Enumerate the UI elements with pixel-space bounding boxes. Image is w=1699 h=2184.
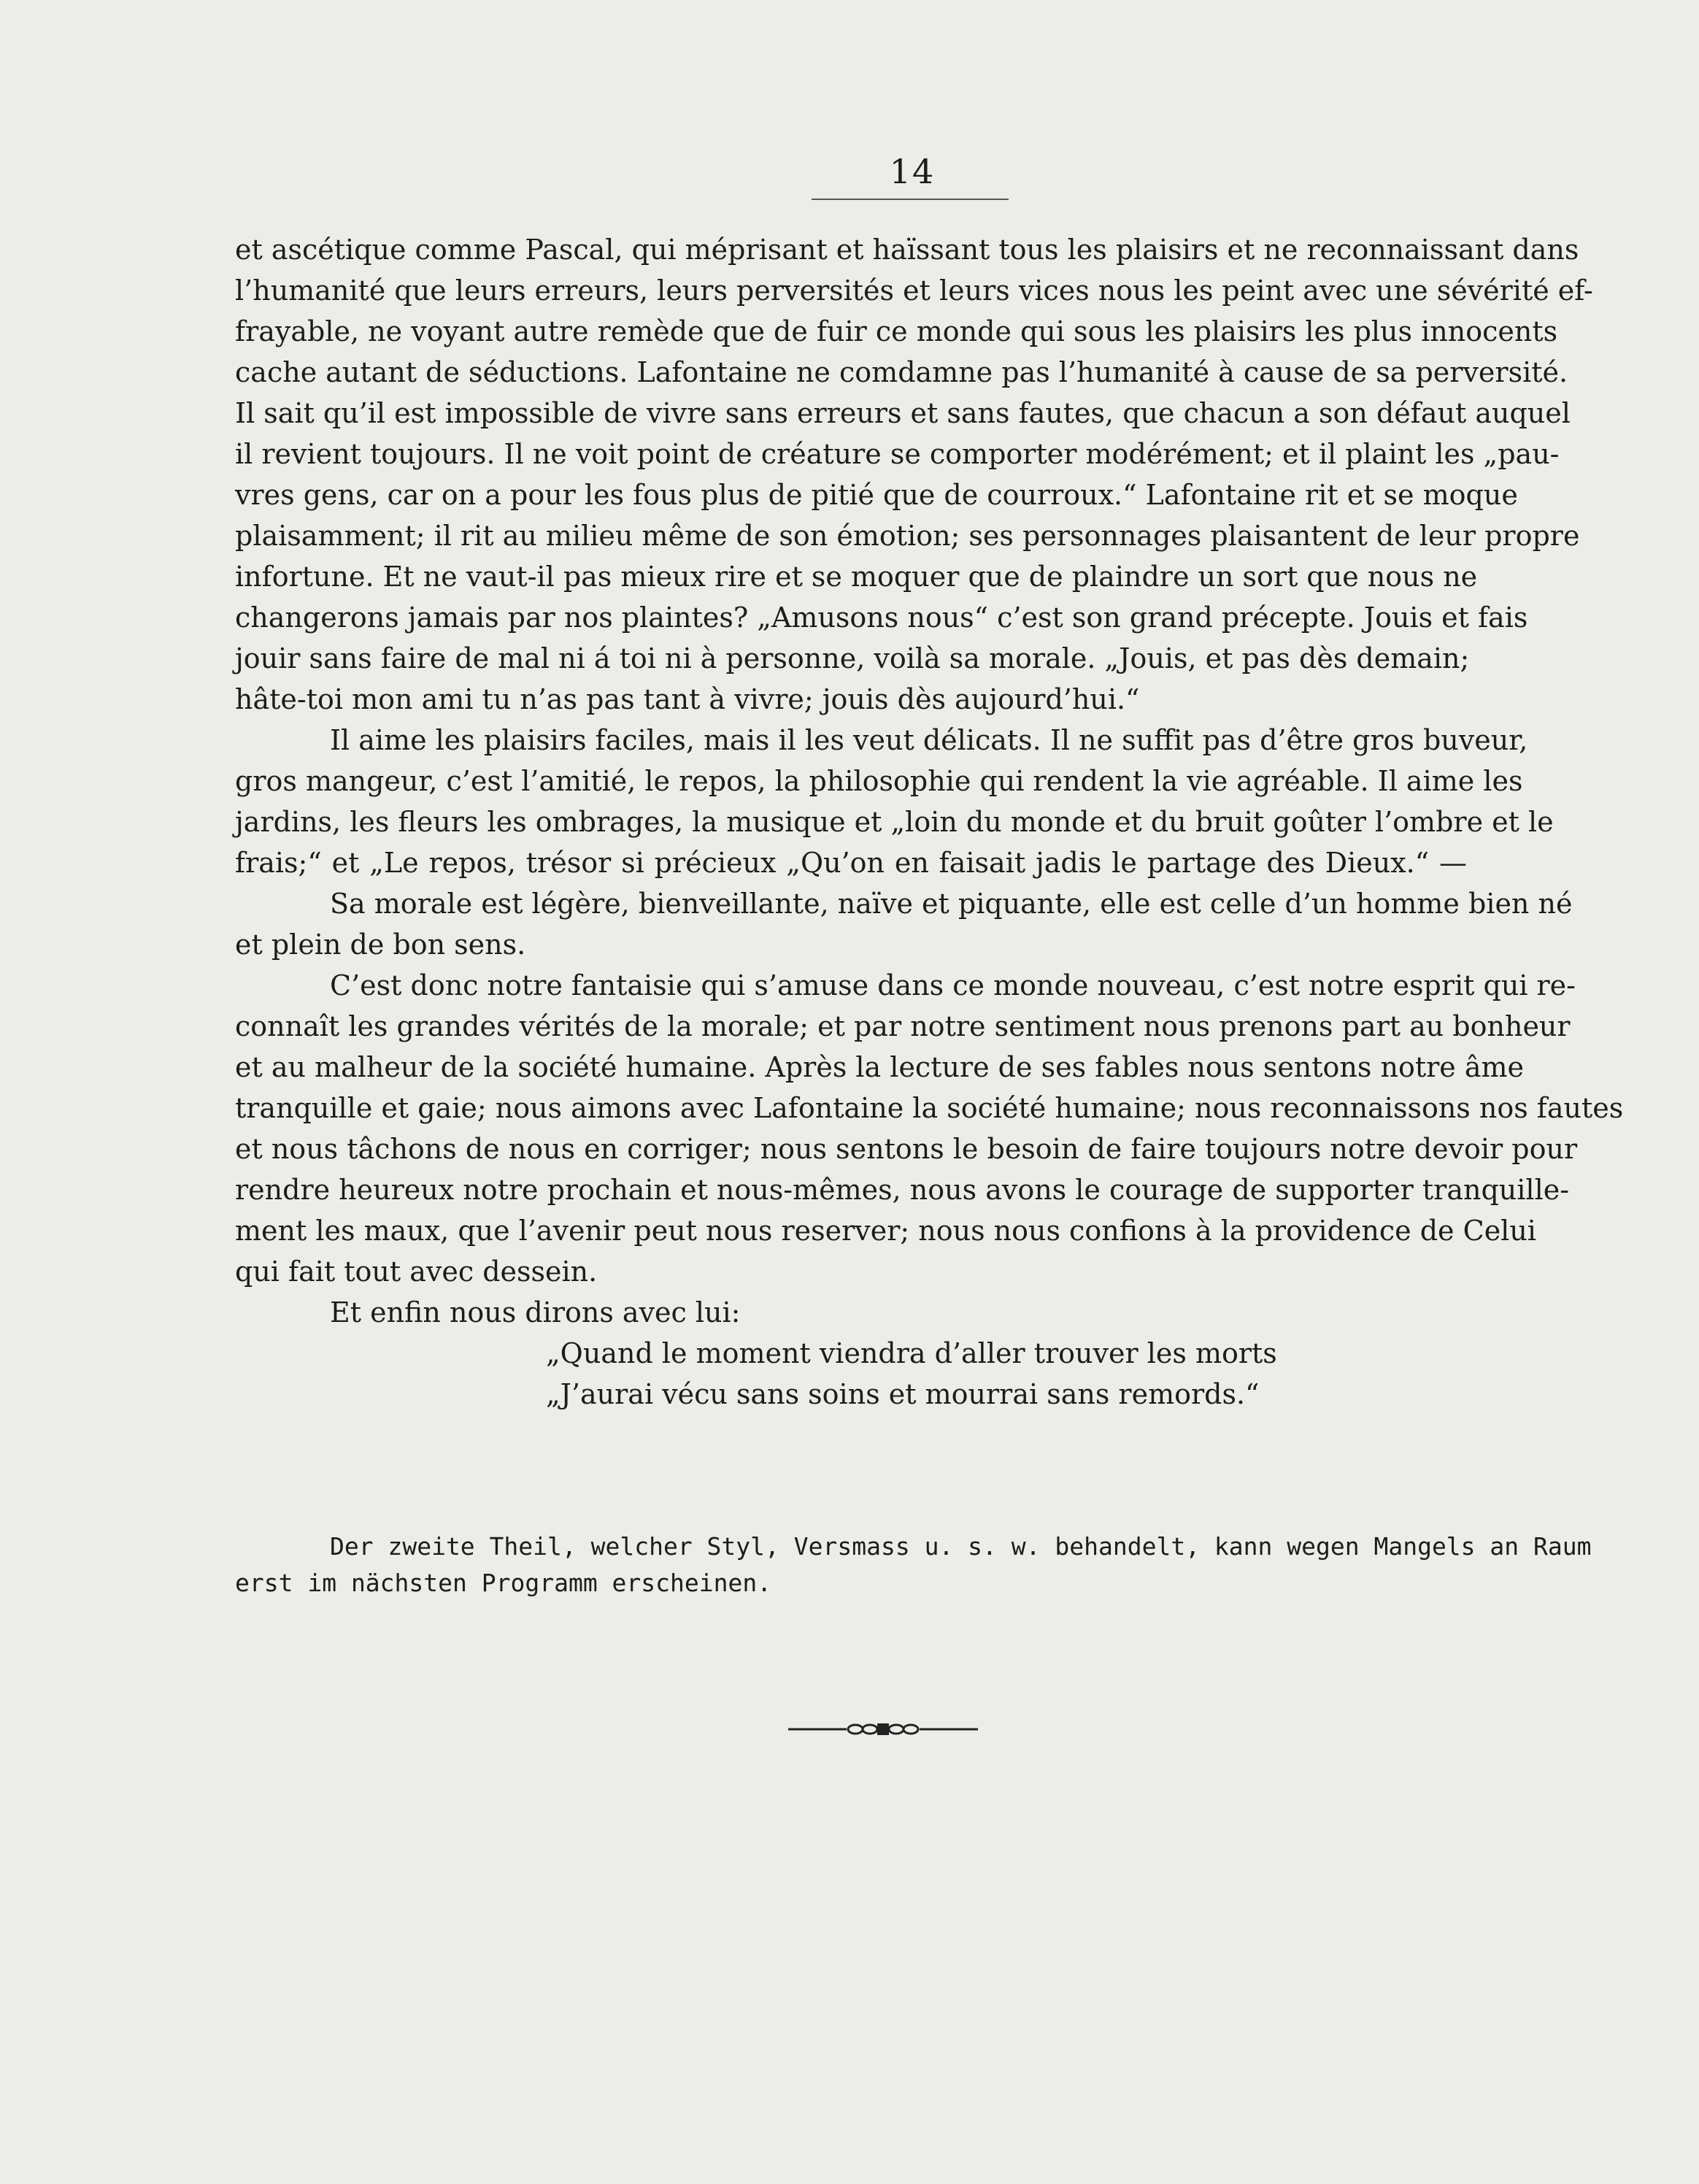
- closing-note-line: erst im nächsten Programm erscheinen.: [235, 1569, 772, 1597]
- text-line: cache autant de séductions. Lafontaine ne comdamne pas l’humanité à cause de sa perversité.: [235, 356, 1568, 388]
- text-line: ment les maux, que l’avenir peut nous reserver; nous nous confions à la providence de Celui: [235, 1215, 1536, 1247]
- text-line: gros mangeur, c’est l’amitié, le repos, la philosophie qui rendent la vie agréable. Il aime les: [235, 765, 1523, 797]
- text-line: hâte-toi mon ami tu n’as pas tant à vivre; jouis dès aujourd’hui.“: [235, 683, 1140, 715]
- text-line: il revient toujours. Il ne voit point de créature se comporter modérément; et il plaint les „pau-: [235, 438, 1560, 470]
- paragraph-start-line: Sa morale est légère, bienveillante, naïve et piquante, elle est celle d’un homme bien né: [330, 888, 1573, 920]
- quote-line: „Quand le moment viendra d’aller trouver les morts: [546, 1337, 1277, 1369]
- text-line: qui fait tout avec dessein.: [235, 1256, 598, 1288]
- text-line: et au malheur de la société humaine. Après la lecture de ses fables nous sentons notre âme: [235, 1051, 1525, 1083]
- decorative-vignette-icon: [788, 1718, 978, 1740]
- text-line: rendre heureux notre prochain et nous-mêmes, nous avons le courage de supporter tranquille-: [235, 1174, 1570, 1206]
- text-line: et nous tâchons de nous en corriger; nous sentons le besoin de faire toujours notre devoir pour: [235, 1133, 1578, 1165]
- text-line: frais;“ et „Le repos, trésor si précieux „Qu’on en faisait jadis le partage des Dieux.“ —: [235, 847, 1467, 879]
- text-line: connaît les grandes vérités de la morale; et par notre sentiment nous prenons part au bonheur: [235, 1010, 1571, 1042]
- closing-note-line: Der zweite Theil, welcher Styl, Versmass u. s. w. behandelt, kann wegen Mangels an Raum: [330, 1532, 1592, 1561]
- text-line: tranquille et gaie; nous aimons avec Lafontaine la société humaine; nous reconnaissons nos fautes: [235, 1092, 1624, 1124]
- text-line: l’humanité que leurs erreurs, leurs perversités et leurs vices nous les peint avec une sévérité ef-: [235, 274, 1593, 307]
- text-line: jouir sans faire de mal ni á toi ni à personne, voilà sa morale. „Jouis, et pas dès demain;: [235, 642, 1470, 674]
- text-line: jardins, les fleurs les ombrages, la musique et „loin du monde et du bruit goûter l’ombre et le: [235, 806, 1554, 838]
- text-line: changerons jamais par nos plaintes? „Amusons nous“ c’est son grand précepte. Jouis et fais: [235, 601, 1528, 634]
- text-line: Il sait qu’il est impossible de vivre sans erreurs et sans fautes, que chacun a son défaut auquel: [235, 397, 1571, 429]
- text-line: et ascétique comme Pascal, qui méprisant et haïssant tous les plaisirs et ne reconnaissant dans: [235, 234, 1579, 266]
- quote-line: „J’aurai vécu sans soins et mourrai sans remords.“: [546, 1378, 1260, 1410]
- paragraph-start-line: Il aime les plaisirs faciles, mais il les veut délicats. Il ne suffit pas d’être gros buveur,: [330, 724, 1528, 756]
- paragraph-start-line: C’est donc notre fantaisie qui s’amuse dans ce monde nouveau, c’est notre esprit qui re-: [330, 969, 1576, 1001]
- text-line: infortune. Et ne vaut-il pas mieux rire et se moquer que de plaindre un sort que nous ne: [235, 561, 1478, 593]
- text-line: plaisamment; il rit au milieu même de son émotion; ses personnages plaisantent de leur propre: [235, 520, 1580, 552]
- text-line: frayable, ne voyant autre remède que de fuir ce monde qui sous les plaisirs les plus innocents: [235, 315, 1558, 347]
- page-number-rule: [812, 199, 1009, 200]
- paragraph-start-line: Et enfin nous dirons avec lui:: [330, 1296, 741, 1329]
- text-line: et plein de bon sens.: [235, 928, 526, 961]
- page-number: 14: [889, 152, 936, 191]
- text-line: vres gens, car on a pour les fous plus de pitié que de courroux.“ Lafontaine rit et se moque: [235, 479, 1518, 511]
